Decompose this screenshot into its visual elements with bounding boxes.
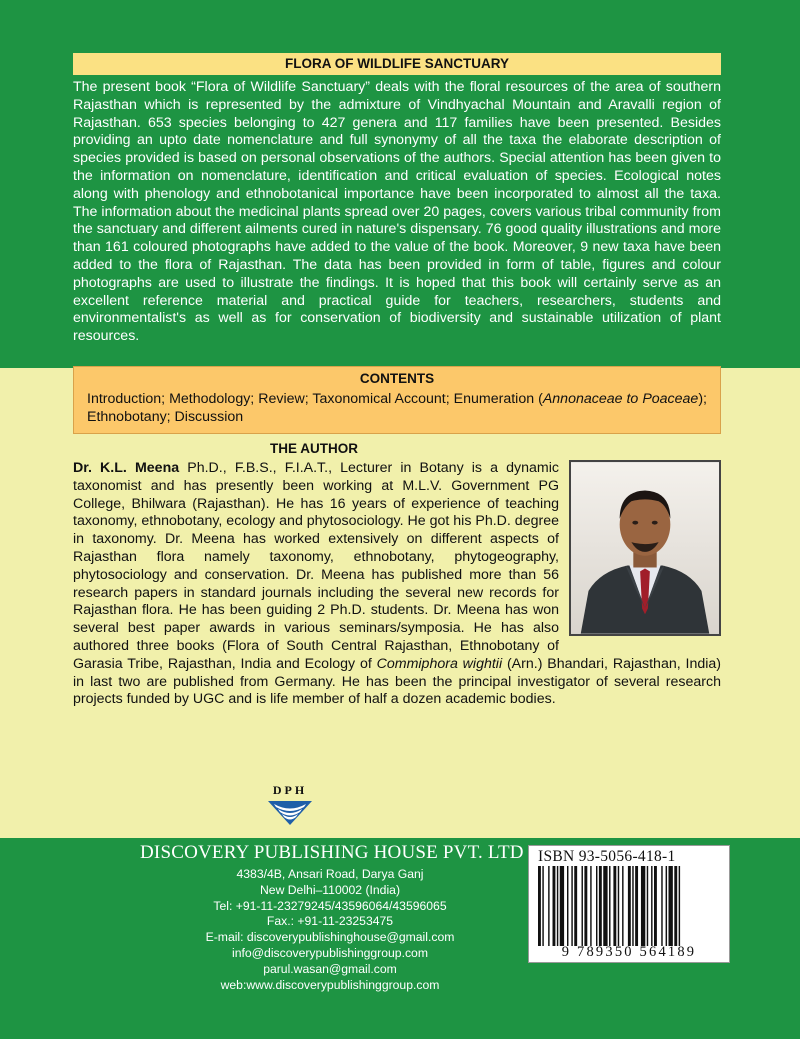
- publisher-web-line: web:www.discoverypublishinggroup.com: [220, 977, 440, 992]
- author-bio-part1: Ph.D., F.B.S., F.I.A.T., Lecturer in Botany is a dynamic taxonomist and has presently been working at M.L.V. Government PG College, Bhilwara (Rajasthan). He has 16 years of experience of teaching taxonomy, ethnobotany, ecology and phytosociology. He got his Ph.D. degree in taxonomy. Dr. Meena has worked extensively on different aspects of Rajasthan flora namely taxonomy, ethnobotany, phytogeography, phytosociology and conservation. Dr. Meena has published more than 56 research papers in standard journals including the several new records for Rajasthan flora. He has been guiding 2 Ph.D. students. Dr. Meena has won several best paper awards in various seminars/symposia. He has also authored three books (Flora of South Central Rajasthan, Ethnobotany of Garasia Tribe, Rajasthan, India and Ecology of: [73, 460, 559, 672]
- barcode-bar: [635, 866, 638, 946]
- author-name: Dr. K.L. Meena: [73, 460, 180, 476]
- barcode-bar: [679, 866, 680, 946]
- contents-title: CONTENTS: [359, 371, 435, 386]
- barcode-bar: [666, 866, 667, 946]
- barcode-bar: [599, 866, 602, 946]
- barcode-bar: [557, 866, 558, 946]
- barcode-bar: [632, 866, 633, 946]
- barcode-bar: [651, 866, 652, 946]
- barcode-bar: [603, 866, 607, 946]
- barcode-bar: [542, 866, 543, 946]
- publisher-logo-text: DPH: [272, 783, 308, 797]
- barcode-bar: [538, 866, 541, 946]
- publisher-email2-line: info@discoverypublishinggroup.com: [232, 945, 428, 960]
- publisher-address-line: 4383/4B, Ansari Road, Darya Ganj: [236, 867, 424, 881]
- publisher-info: [140, 842, 524, 993]
- barcode-bar: [596, 866, 597, 946]
- author-section-title: THE AUTHOR: [270, 441, 358, 456]
- barcode-bar: [571, 866, 572, 946]
- isbn-label: ISBN 93-5056-418-1: [538, 848, 676, 865]
- barcode-icon: [538, 866, 720, 946]
- contents-text-italic: Annonaceae to Poaceae: [542, 391, 699, 407]
- barcode-bar: [654, 866, 657, 946]
- book-title-bar: FLORA OF WILDLIFE SANCTUARY: [73, 53, 721, 75]
- author-bio-italic: Commiphora wightii: [376, 655, 503, 672]
- contents-text-part1: Introduction; Methodology; Review; Taxonomical Account; Enumeration (: [87, 391, 543, 407]
- barcode-bar: [590, 866, 591, 946]
- barcode-bar: [574, 866, 577, 946]
- publisher-name: DISCOVERY PUBLISHING HOUSE PVT. LTD: [140, 842, 524, 863]
- barcode-bar: [584, 866, 587, 946]
- barcode-bar: [669, 866, 673, 946]
- barcode-bar: [622, 866, 623, 946]
- publisher-city-line: New Delhi–110002 (India): [259, 882, 400, 897]
- publisher-email3-line: parul.wasan@gmail.com: [263, 961, 397, 976]
- barcode-bar: [553, 866, 556, 946]
- barcode-bar: [567, 866, 568, 946]
- author-bio: [73, 460, 721, 709]
- barcode-bar: [548, 866, 549, 946]
- barcode-digits: 9 789350 564189: [561, 944, 697, 960]
- author-bio-part2: (Arn.) Bhandari, Rajasthan, India) in last two are published from Germany. He has been the principal investigator of several research projects funded by UGC and is life member of half a dozen academic bodies.: [73, 655, 721, 708]
- author-portrait-image: [571, 462, 719, 634]
- contents-text: [74, 386, 720, 426]
- barcode-bar: [613, 866, 616, 946]
- barcode-bar: [560, 866, 564, 946]
- barcode-bar: [641, 866, 645, 946]
- barcode-bar: [647, 866, 648, 946]
- barcode-bar: [674, 866, 677, 946]
- publisher-email-line: E-mail: discoverypublishinghouse@gmail.com: [205, 930, 455, 945]
- publisher-logo: [262, 783, 318, 833]
- book-description: The present book “Flora of Wildlife Sanctuary” deals with the floral resources of the area of southern Rajasthan which is represented by the admixture of Vindhyachal Mountain and Aravalli region of Rajasthan. 653 species belonging to 427 genera and 117 families have been presented. Besides providing an upto date nomenclature and full synonymy of all the taxa the elaborate description of species provided is based on personal observations of the authors. Special attention has been given to the information on nomenclature, identification and critical evaluation of species. Ecological notes along with phenology and ethnobotanical importance have been incorporated to almost all the taxa. The information about the medicinal plants spread over 20 pages, covers various tribal community from the sanctuary and different ailments cured in nature's dispensary. 76 good quality illustrations and more than 161 coloured photographs have added to the value of the book. Moreover, 9 new taxa have been added to the flora of Rajasthan. The data has been provided in form of table, figures and colour photographs are used to illustrate the findings. It is hoped that this book will certainly serve as an excellent reference material and practical guide for teachers, researchers, students and environmentalist's as well as for conservation of biodiversity and sustainable utilization of plant resources.: [73, 79, 721, 345]
- contents-text-part2: ); Ethnobotany; Discussion: [87, 391, 707, 425]
- publisher-tel-line: Tel: +91-11-23279245/43596064/43596065: [213, 898, 447, 913]
- barcode-bar: [609, 866, 610, 946]
- book-emblem-icon: [266, 799, 314, 827]
- publisher-fax-line: Fax.: +91-11-23253475: [266, 914, 394, 929]
- barcode-bar: [618, 866, 619, 946]
- author-photo: [569, 460, 721, 636]
- barcode-bar: [582, 866, 583, 946]
- barcode-bar: [628, 866, 631, 946]
- contents-box: [73, 366, 721, 434]
- barcode-bar: [661, 866, 662, 946]
